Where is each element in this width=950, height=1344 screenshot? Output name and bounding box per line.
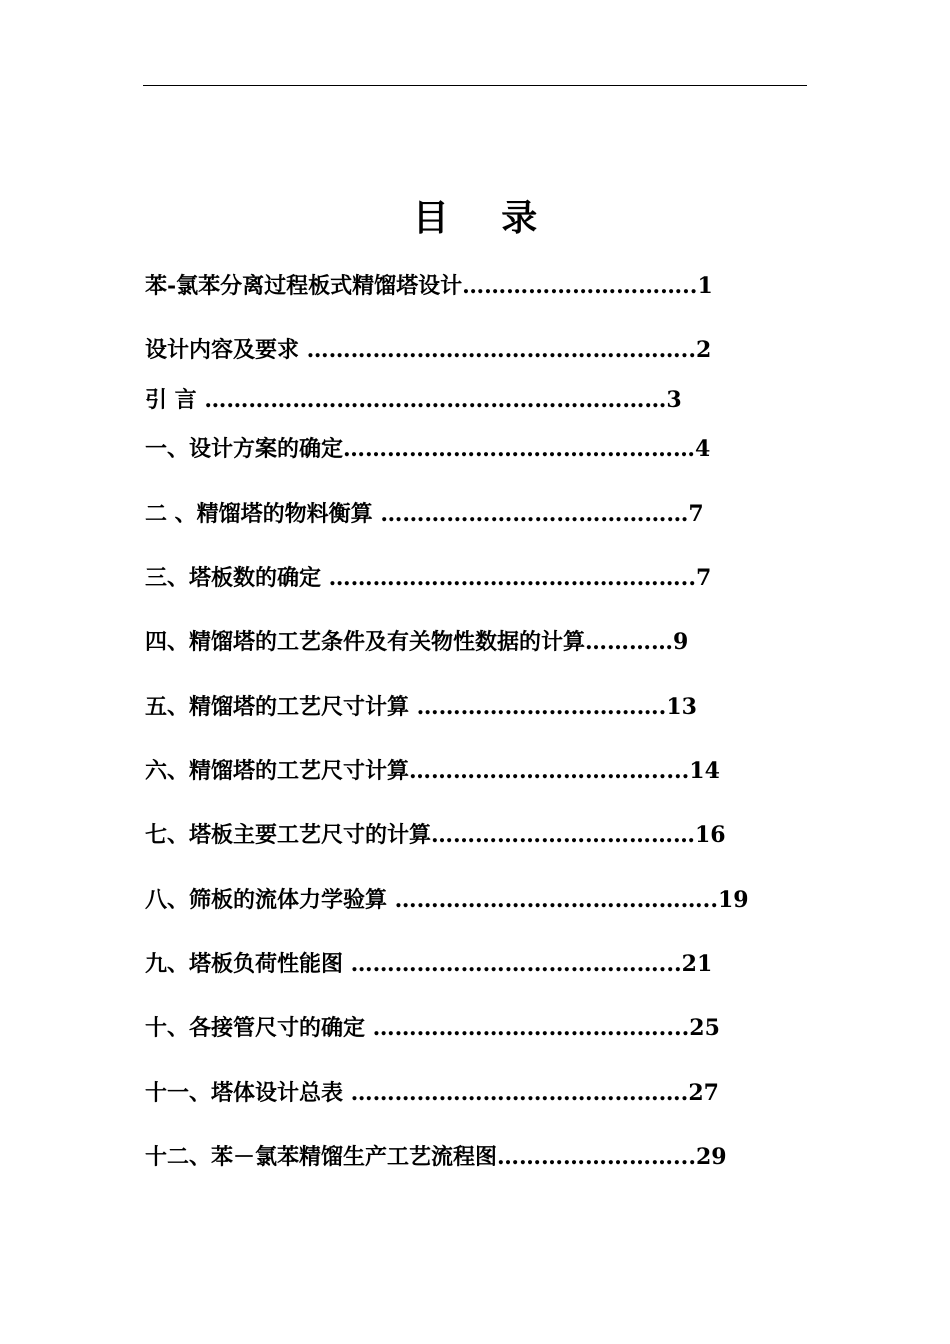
toc-entry[interactable]: 二 、精馏塔的物料衡算 ……………………………………7: [145, 501, 704, 527]
toc-entry[interactable]: 引 言 ………………………………………………………3: [145, 387, 682, 413]
toc-entry[interactable]: 三、塔板数的确定 …………………………………………..7: [145, 565, 712, 591]
header-rule: [143, 85, 807, 86]
page-title: 目 录: [412, 197, 558, 239]
toc-entry[interactable]: 八、筛板的流体力学验算 ……………………………………..19: [145, 887, 749, 913]
toc-entry[interactable]: 五、精馏塔的工艺尺寸计算 …………………………….13: [145, 694, 697, 720]
toc-entry[interactable]: 九、塔板负荷性能图 ……………………………………...21: [145, 951, 713, 977]
toc-entry[interactable]: 四、精馏塔的工艺条件及有关物性数据的计算…………9: [145, 629, 689, 655]
toc-entry[interactable]: 一、设计方案的确定…………………………………………4: [145, 436, 711, 462]
toc-entry[interactable]: 设计内容及要求 ……………………………………………..2: [145, 337, 712, 363]
toc-entry[interactable]: 十、各接管尺寸的确定 …………………………………....25: [145, 1015, 720, 1041]
toc-entry[interactable]: 六、精馏塔的工艺尺寸计算…………………………….....14: [145, 758, 720, 784]
toc-entry[interactable]: 十一、塔体设计总表 ……………………………………….27: [145, 1080, 719, 1106]
toc-entry[interactable]: 苯-氯苯分离过程板式精馏塔设计…………………………..1: [145, 273, 713, 299]
toc-entry[interactable]: 十二、苯－氯苯精馏生产工艺流程图……………………...29: [145, 1144, 727, 1170]
toc-entry[interactable]: 七、塔板主要工艺尺寸的计算………………………………16: [145, 822, 726, 848]
